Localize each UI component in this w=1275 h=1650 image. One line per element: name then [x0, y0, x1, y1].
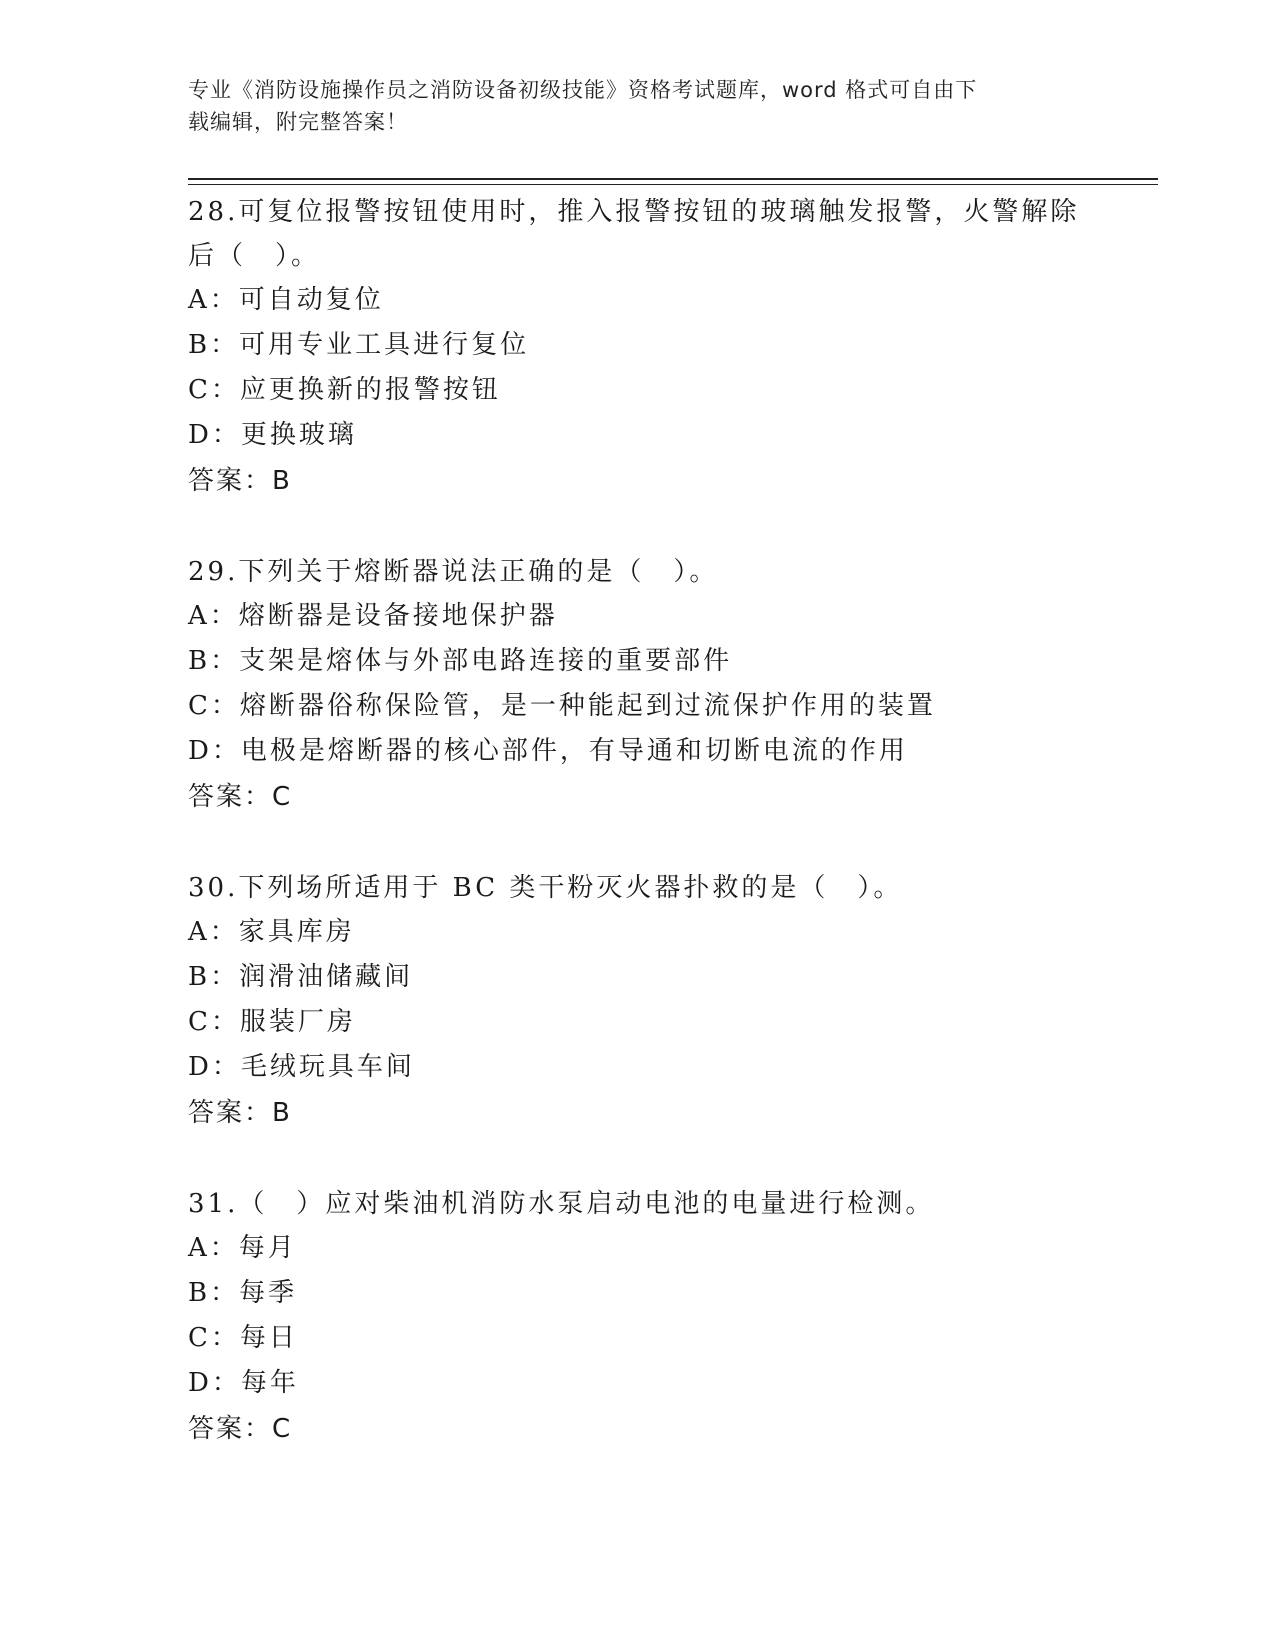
- answer-line: 答案：C: [188, 1414, 293, 1444]
- option-c: C：熔断器俗称保险管，是一种能起到过流保护作用的装置: [188, 691, 936, 721]
- header-intro-line: 专业《消防设施操作员之消防设备初级技能》资格考试题库，word 格式可自由下: [188, 78, 978, 102]
- option-d: D：电极是熔断器的核心部件，有导通和切断电流的作用: [188, 736, 908, 766]
- header-divider-thin: [188, 184, 1158, 185]
- question-stem: 29.下列关于熔断器说法正确的是（ ）。: [188, 557, 719, 587]
- question-stem: 31.（ ）应对柴油机消防水泵启动电池的电量进行检测。: [188, 1189, 935, 1219]
- option-d: D：更换玻璃: [188, 420, 357, 450]
- question-item: [188, 1182, 1148, 1452]
- question-list: [188, 190, 1148, 1498]
- option-b: B：支架是熔体与外部电路连接的重要部件: [188, 646, 733, 676]
- option-a: A：熔断器是设备接地保护器: [188, 601, 558, 631]
- question-item: [188, 550, 1148, 820]
- option-a: A：可自动复位: [188, 285, 384, 315]
- question-stem: 28.可复位报警按钮使用时，推入报警按钮的玻璃触发报警，火警解除: [188, 197, 1080, 227]
- answer-line: 答案：B: [188, 1098, 292, 1128]
- question-stem: 30.下列场所适用于 BC 类干粉灭火器扑救的是（ ）。: [188, 873, 903, 903]
- option-a: A：家具库房: [188, 917, 355, 947]
- option-b: B：可用专业工具进行复位: [188, 330, 530, 360]
- answer-line: 答案：C: [188, 782, 293, 812]
- option-a: A：每月: [188, 1233, 297, 1263]
- option-c: C：每日: [188, 1323, 298, 1353]
- document-header: [188, 74, 1068, 138]
- option-d: D：毛绒玩具车间: [188, 1052, 415, 1082]
- question-stem-continued: 后（ ）。: [188, 241, 321, 271]
- option-c: C：应更换新的报警按钮: [188, 375, 501, 405]
- answer-line: 答案：B: [188, 466, 292, 496]
- question-item: [188, 866, 1148, 1136]
- question-item: [188, 190, 1148, 504]
- option-c: C：服装厂房: [188, 1007, 356, 1037]
- header-intro-line: 载编辑，附完整答案！: [188, 110, 408, 134]
- header-divider-thick: [188, 178, 1158, 180]
- option-b: B：每季: [188, 1278, 298, 1308]
- option-d: D：每年: [188, 1368, 299, 1398]
- option-b: B：润滑油储藏间: [188, 962, 414, 992]
